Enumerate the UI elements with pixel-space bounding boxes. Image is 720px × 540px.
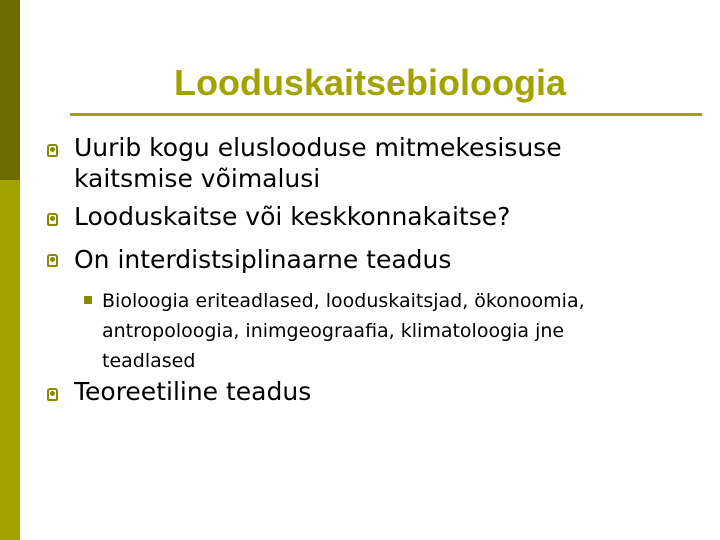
sidebar-bar-bottom [0,180,20,540]
sub-bullet-text: Bioloogia eriteadlased, looduskaitsjad, ökonoomia, antropoloogia, inimgeograafia, klimatoloogia jne teadlased [102,290,585,372]
bullet-icon [44,213,60,229]
bullet-icon [44,254,60,270]
bullet-text: Teoreetiline teadus [74,377,312,406]
bullet-text: Uurib kogu eluslooduse mitmekesisuse kaitsmise võimalusi [74,133,562,193]
bullet-icon [44,388,60,404]
bullet-text: Looduskaitse või keskkonnakaitse? [74,202,511,231]
sub-bullet-icon [84,296,92,304]
sidebar-bar-top [0,0,20,180]
title-underline [70,113,702,116]
bullet-text: On interdistsiplinaarne teadus [74,245,452,274]
bullet-icon [44,144,60,160]
slide-title: Looduskaitsebioloogia [173,62,567,103]
